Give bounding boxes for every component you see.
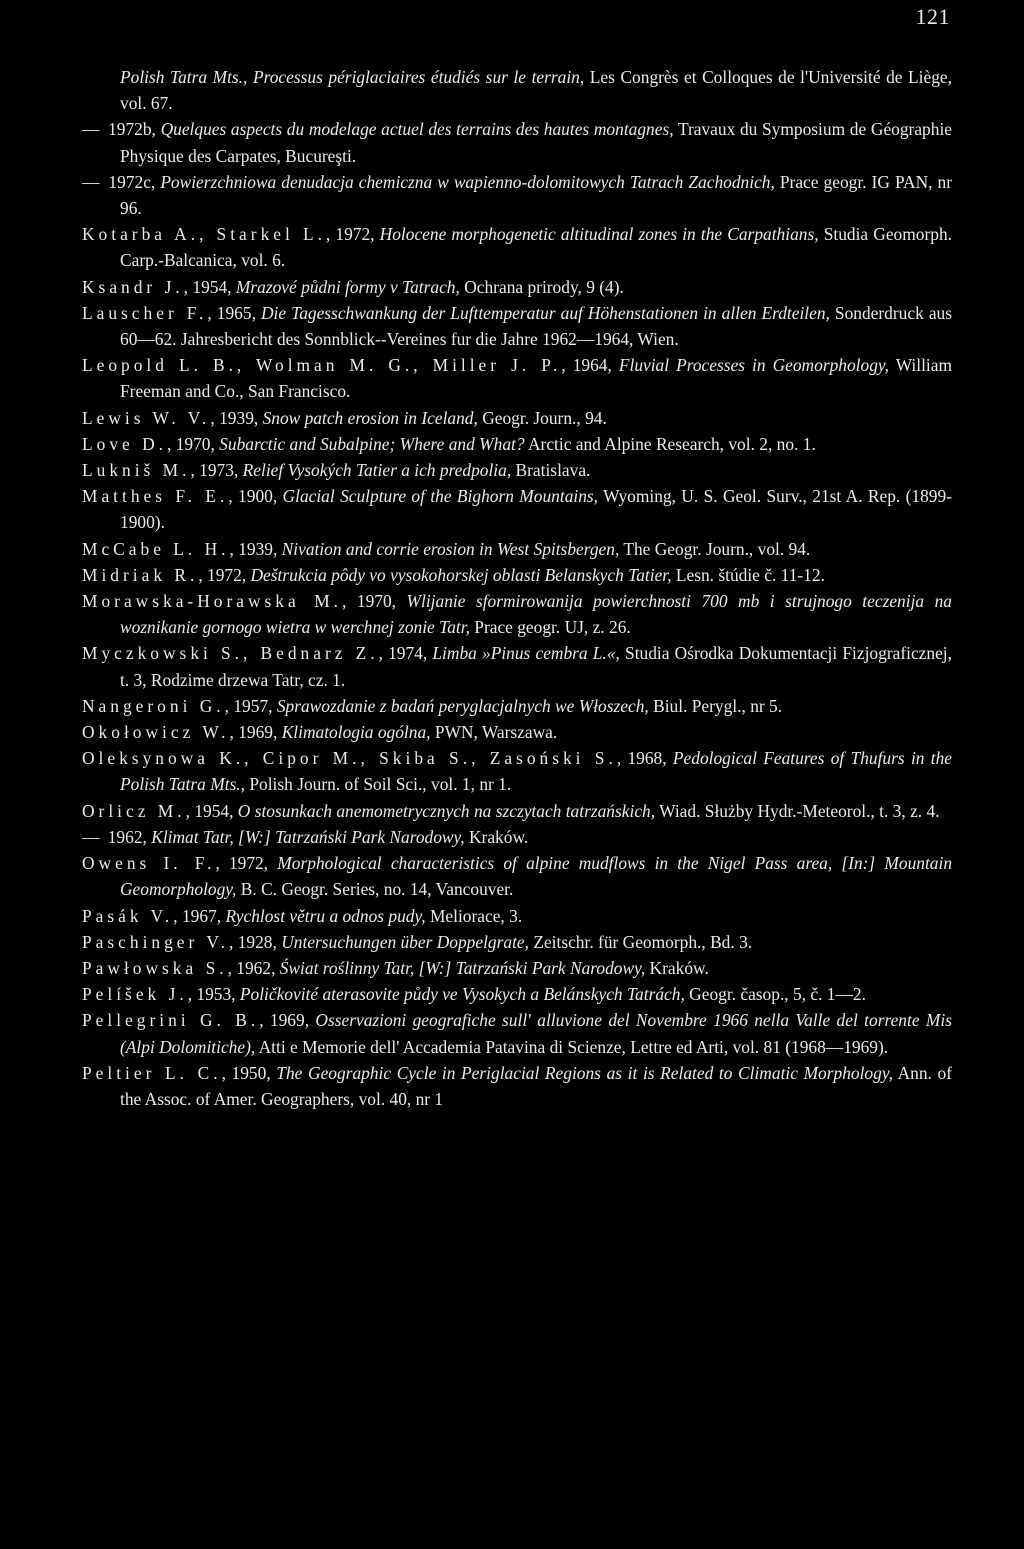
- reference-source: Wyoming, U. S. Geol. Surv., 21st A. Rep. (1899-1900).: [120, 486, 952, 533]
- reference-source: B. C. Geogr. Series, no. 14, Vancouver.: [236, 879, 514, 900]
- reference-title: Rychlost větru a odnos pudy,: [225, 905, 426, 926]
- reference-entry: [82, 1060, 952, 1112]
- reference-year: , 1939,: [229, 538, 282, 559]
- reference-author: McCabe L. H.: [82, 538, 230, 559]
- reference-author: Pellegrini G. B.: [82, 1010, 260, 1031]
- reference-year: , 1962,: [227, 957, 280, 978]
- reference-entry: [82, 745, 952, 797]
- reference-list: [82, 64, 952, 1112]
- reference-year: , 1972,: [198, 564, 251, 585]
- reference-source: Geogr. Journ., 94.: [477, 407, 607, 428]
- reference-author: Owens I. F.: [82, 853, 216, 874]
- reference-source: Zeitschr. für Geomorph., Bd. 3.: [528, 931, 753, 952]
- reference-source: Lesn. štúdie č. 11-12.: [671, 564, 825, 585]
- reference-author: Kotarba A., Starkel L.: [82, 224, 326, 245]
- reference-source: Prace geogr. IG PAN, nr 96.: [120, 171, 953, 219]
- reference-author: —: [82, 171, 104, 192]
- reference-author: Ksandr J.: [82, 276, 184, 297]
- reference-year: , 1939,: [210, 407, 263, 428]
- reference-author: Morawska-Horawska M.: [82, 591, 343, 612]
- reference-author: Lauscher F.: [82, 302, 208, 323]
- reference-title: Poličkovité aterasovite půdy ve Vysokych a Belánskych Tatrách,: [239, 984, 685, 1005]
- reference-entry: [82, 405, 952, 431]
- reference-source: Polish Journ. of Soil Sci., vol. 1, nr 1.: [245, 774, 512, 795]
- reference-author: Lukniš M.: [82, 460, 191, 481]
- reference-entry: [82, 929, 952, 955]
- reference-source: Bratislava.: [511, 460, 591, 481]
- reference-year: , 1970,: [342, 591, 407, 612]
- reference-source: PWN, Warszawa.: [430, 722, 558, 743]
- reference-source: William Freeman and Co., San Francisco.: [120, 355, 952, 402]
- reference-year: , 1970,: [167, 433, 220, 454]
- reference-title: The Geographic Cycle in Periglacial Regions as it is Related to Climatic Morphology,: [276, 1062, 893, 1083]
- reference-title: Holocene morphogenetic altitudinal zones in the Carpathians,: [379, 224, 819, 245]
- reference-entry: [82, 352, 952, 404]
- reference-author: Peltier L. C.: [82, 1062, 222, 1083]
- reference-year: , 1969,: [229, 722, 282, 743]
- reference-entry: [82, 64, 952, 116]
- reference-source: Travaux du Symposium de Géographie Physique des Carpates, Bucureşti.: [120, 119, 952, 166]
- reference-title: Wlijanie sformirowanija powierchnosti 700 mb i strujnogo teczenija na woznikanie gornogo wietra w werchnej zonie Tatr,: [120, 591, 953, 638]
- reference-source: Ochrana prirody, 9 (4).: [459, 276, 624, 297]
- reference-year: 1972b,: [103, 119, 161, 140]
- reference-source: The Geogr. Journ., vol. 94.: [619, 538, 811, 559]
- reference-year: , 1957,: [224, 695, 277, 716]
- reference-year: , 1964,: [561, 355, 619, 376]
- reference-source: Kraków.: [464, 826, 529, 847]
- reference-author: Oleksynowa K., Cipor M., Skiba S., Zasoński S.: [82, 748, 617, 769]
- reference-year: , 1950,: [221, 1062, 277, 1083]
- reference-year: 1962,: [103, 826, 152, 847]
- reference-year: , 1965,: [207, 302, 261, 323]
- page-number: 121: [915, 4, 950, 29]
- reference-source: Meliorace, 3.: [425, 905, 523, 926]
- reference-year: , 1972,: [215, 853, 278, 874]
- reference-entry: [82, 588, 952, 640]
- reference-entry: [82, 274, 952, 300]
- reference-title: Morphological characteristics of alpine mudflows in the Nigel Pass area, [In:] Mountain Geomorphology,: [120, 853, 953, 900]
- reference-title: Osservazioni geografiche sull' alluvione del Novembre 1966 nella Valle del torrente Mis (Alpi Dolomitiche),: [120, 1010, 952, 1057]
- reference-entry: [82, 116, 952, 168]
- reference-title: Snow patch erosion in Iceland,: [262, 407, 478, 428]
- reference-year: , 1973,: [190, 460, 243, 481]
- reference-author: Matthes F. E.: [82, 486, 229, 507]
- reference-author: Love D.: [82, 433, 167, 454]
- reference-year: , 1968,: [616, 748, 673, 769]
- reference-entry: [82, 536, 952, 562]
- reference-entry: [82, 955, 952, 981]
- reference-source: Studia Geomorph. Carp.-Balcanica, vol. 6.: [120, 224, 953, 271]
- reference-source: Wiad. Służby Hydr.-Meteorol., t. 3, z. 4.: [655, 800, 940, 821]
- reference-year: , 1974,: [378, 643, 433, 664]
- reference-author: Pelíšek J.: [82, 984, 188, 1005]
- reference-entry: [82, 300, 952, 352]
- reference-entry: [82, 981, 952, 1007]
- reference-title: Quelques aspects du modelage actuel des terrains des hautes montagnes,: [160, 119, 674, 140]
- reference-source: Kraków.: [645, 957, 709, 978]
- reference-source: Prace geogr. UJ, z. 26.: [469, 617, 631, 638]
- reference-title: Limba »Pinus cembra L.«,: [432, 643, 620, 664]
- reference-author: Pasák V.: [82, 905, 174, 926]
- reference-author: Pawłowska S.: [82, 957, 228, 978]
- reference-title: Fluvial Processes in Geomorphology,: [618, 355, 889, 376]
- reference-entry: [82, 221, 952, 273]
- reference-entry: [82, 693, 952, 719]
- reference-source: Geogr. časop., 5, č. 1—2.: [684, 984, 866, 1005]
- reference-entry: [82, 431, 952, 457]
- reference-title: Pedological Features of Thufurs in the Polish Tatra Mts.,: [120, 748, 953, 795]
- reference-title: Powierzchniowa denudacja chemiczna w wapienno-dolomitowych Tatrach Zachodnich,: [160, 171, 775, 192]
- reference-author: Midriak R.: [82, 564, 199, 585]
- reference-author: —: [82, 119, 104, 140]
- reference-title: Sprawozdanie z badań peryglacjalnych we Włoszech,: [276, 695, 649, 716]
- reference-source: Arctic and Alpine Research, vol. 2, no. 1.: [524, 433, 816, 454]
- reference-author: Myczkowski S., Bednarz Z.: [82, 643, 379, 664]
- reference-author: —: [82, 826, 104, 847]
- reference-entry: [82, 562, 952, 588]
- reference-year: , 1928,: [229, 931, 282, 952]
- reference-title: Klimatologia ogólna,: [281, 722, 431, 743]
- reference-title: Polish Tatra Mts., Processus périglaciaires étudiés sur le terrain,: [120, 67, 585, 87]
- reference-year: , 1972,: [325, 224, 380, 245]
- reference-author: Orlicz M.: [82, 800, 186, 821]
- reference-year: , 1953,: [187, 984, 240, 1005]
- reference-source: Biul. Perygl., nr 5.: [648, 695, 783, 716]
- reference-title: Glacial Sculpture of the Bighorn Mountains,: [282, 486, 599, 507]
- reference-entry: [82, 798, 952, 824]
- reference-year: , 1969,: [259, 1010, 316, 1031]
- reference-entry: [82, 824, 952, 850]
- reference-title: Deštrukcia pôdy vo vysokohorskej oblasti Belanskych Tatier,: [250, 564, 672, 585]
- reference-entry: [82, 169, 952, 221]
- reference-entry: [82, 850, 952, 902]
- reference-source: Atti e Memorie dell' Accademia Patavina di Scienze, Lettre ed Arti, vol. 81 (1968—1969).: [255, 1036, 889, 1057]
- reference-year: , 1900,: [228, 486, 283, 507]
- reference-author: Lewis W. V.: [82, 407, 211, 428]
- reference-author: Paschinger V.: [82, 931, 230, 952]
- reference-title: Klimat Tatr, [W:] Tatrzański Park Narodowy,: [151, 826, 465, 847]
- reference-year: , 1954,: [185, 800, 238, 821]
- reference-entry: [82, 640, 952, 692]
- reference-year: , 1954,: [183, 276, 236, 297]
- reference-source: Les Congrès et Colloques de l'Université de Liège, vol. 67.: [120, 67, 952, 114]
- reference-year: 1972c,: [103, 171, 161, 192]
- reference-author: Okołowicz W.: [82, 722, 230, 743]
- reference-entry: [82, 903, 952, 929]
- reference-title: O stosunkach anemometrycznych na szczytach tatrzańskich,: [237, 800, 656, 821]
- reference-entry: [82, 719, 952, 745]
- reference-source: Ann. of the Assoc. of Amer. Geographers, vol. 40, nr 1: [120, 1062, 953, 1109]
- reference-title: Świat roślinny Tatr, [W:] Tatrzański Park Narodowy,: [279, 957, 646, 978]
- reference-title: Relief Vysokých Tatier a ich predpolia,: [242, 460, 512, 481]
- reference-entry: [82, 457, 952, 483]
- reference-title: Subarctic and Subalpine; Where and What?: [219, 433, 525, 454]
- reference-source: Studia Ośrodka Dokumentacji Fizjograficznej, t. 3, Rodzime drzewa Tatr, cz. 1.: [120, 643, 952, 690]
- reference-title: Untersuchungen über Doppelgrate,: [281, 931, 529, 952]
- reference-entry: [82, 1007, 952, 1059]
- reference-entry: [82, 483, 952, 535]
- reference-author: Leopold L. B., Wolman M. G., Miller J. P.: [82, 355, 562, 376]
- reference-source: Sonderdruck aus 60—62. Jahresbericht des Sonnblick--Vereines fur die Jahre 1962—1964, Wien.: [120, 302, 952, 350]
- reference-year: , 1967,: [173, 905, 226, 926]
- reference-title: Mrazové půdni formy v Tatrach,: [235, 276, 460, 297]
- reference-title: Die Tagesschwankung der Lufttemperatur auf Höhenstationen in allen Erdteilen,: [260, 302, 830, 323]
- reference-author: Nangeroni G.: [82, 695, 225, 716]
- reference-title: Nivation and corrie erosion in West Spitsbergen,: [281, 538, 620, 559]
